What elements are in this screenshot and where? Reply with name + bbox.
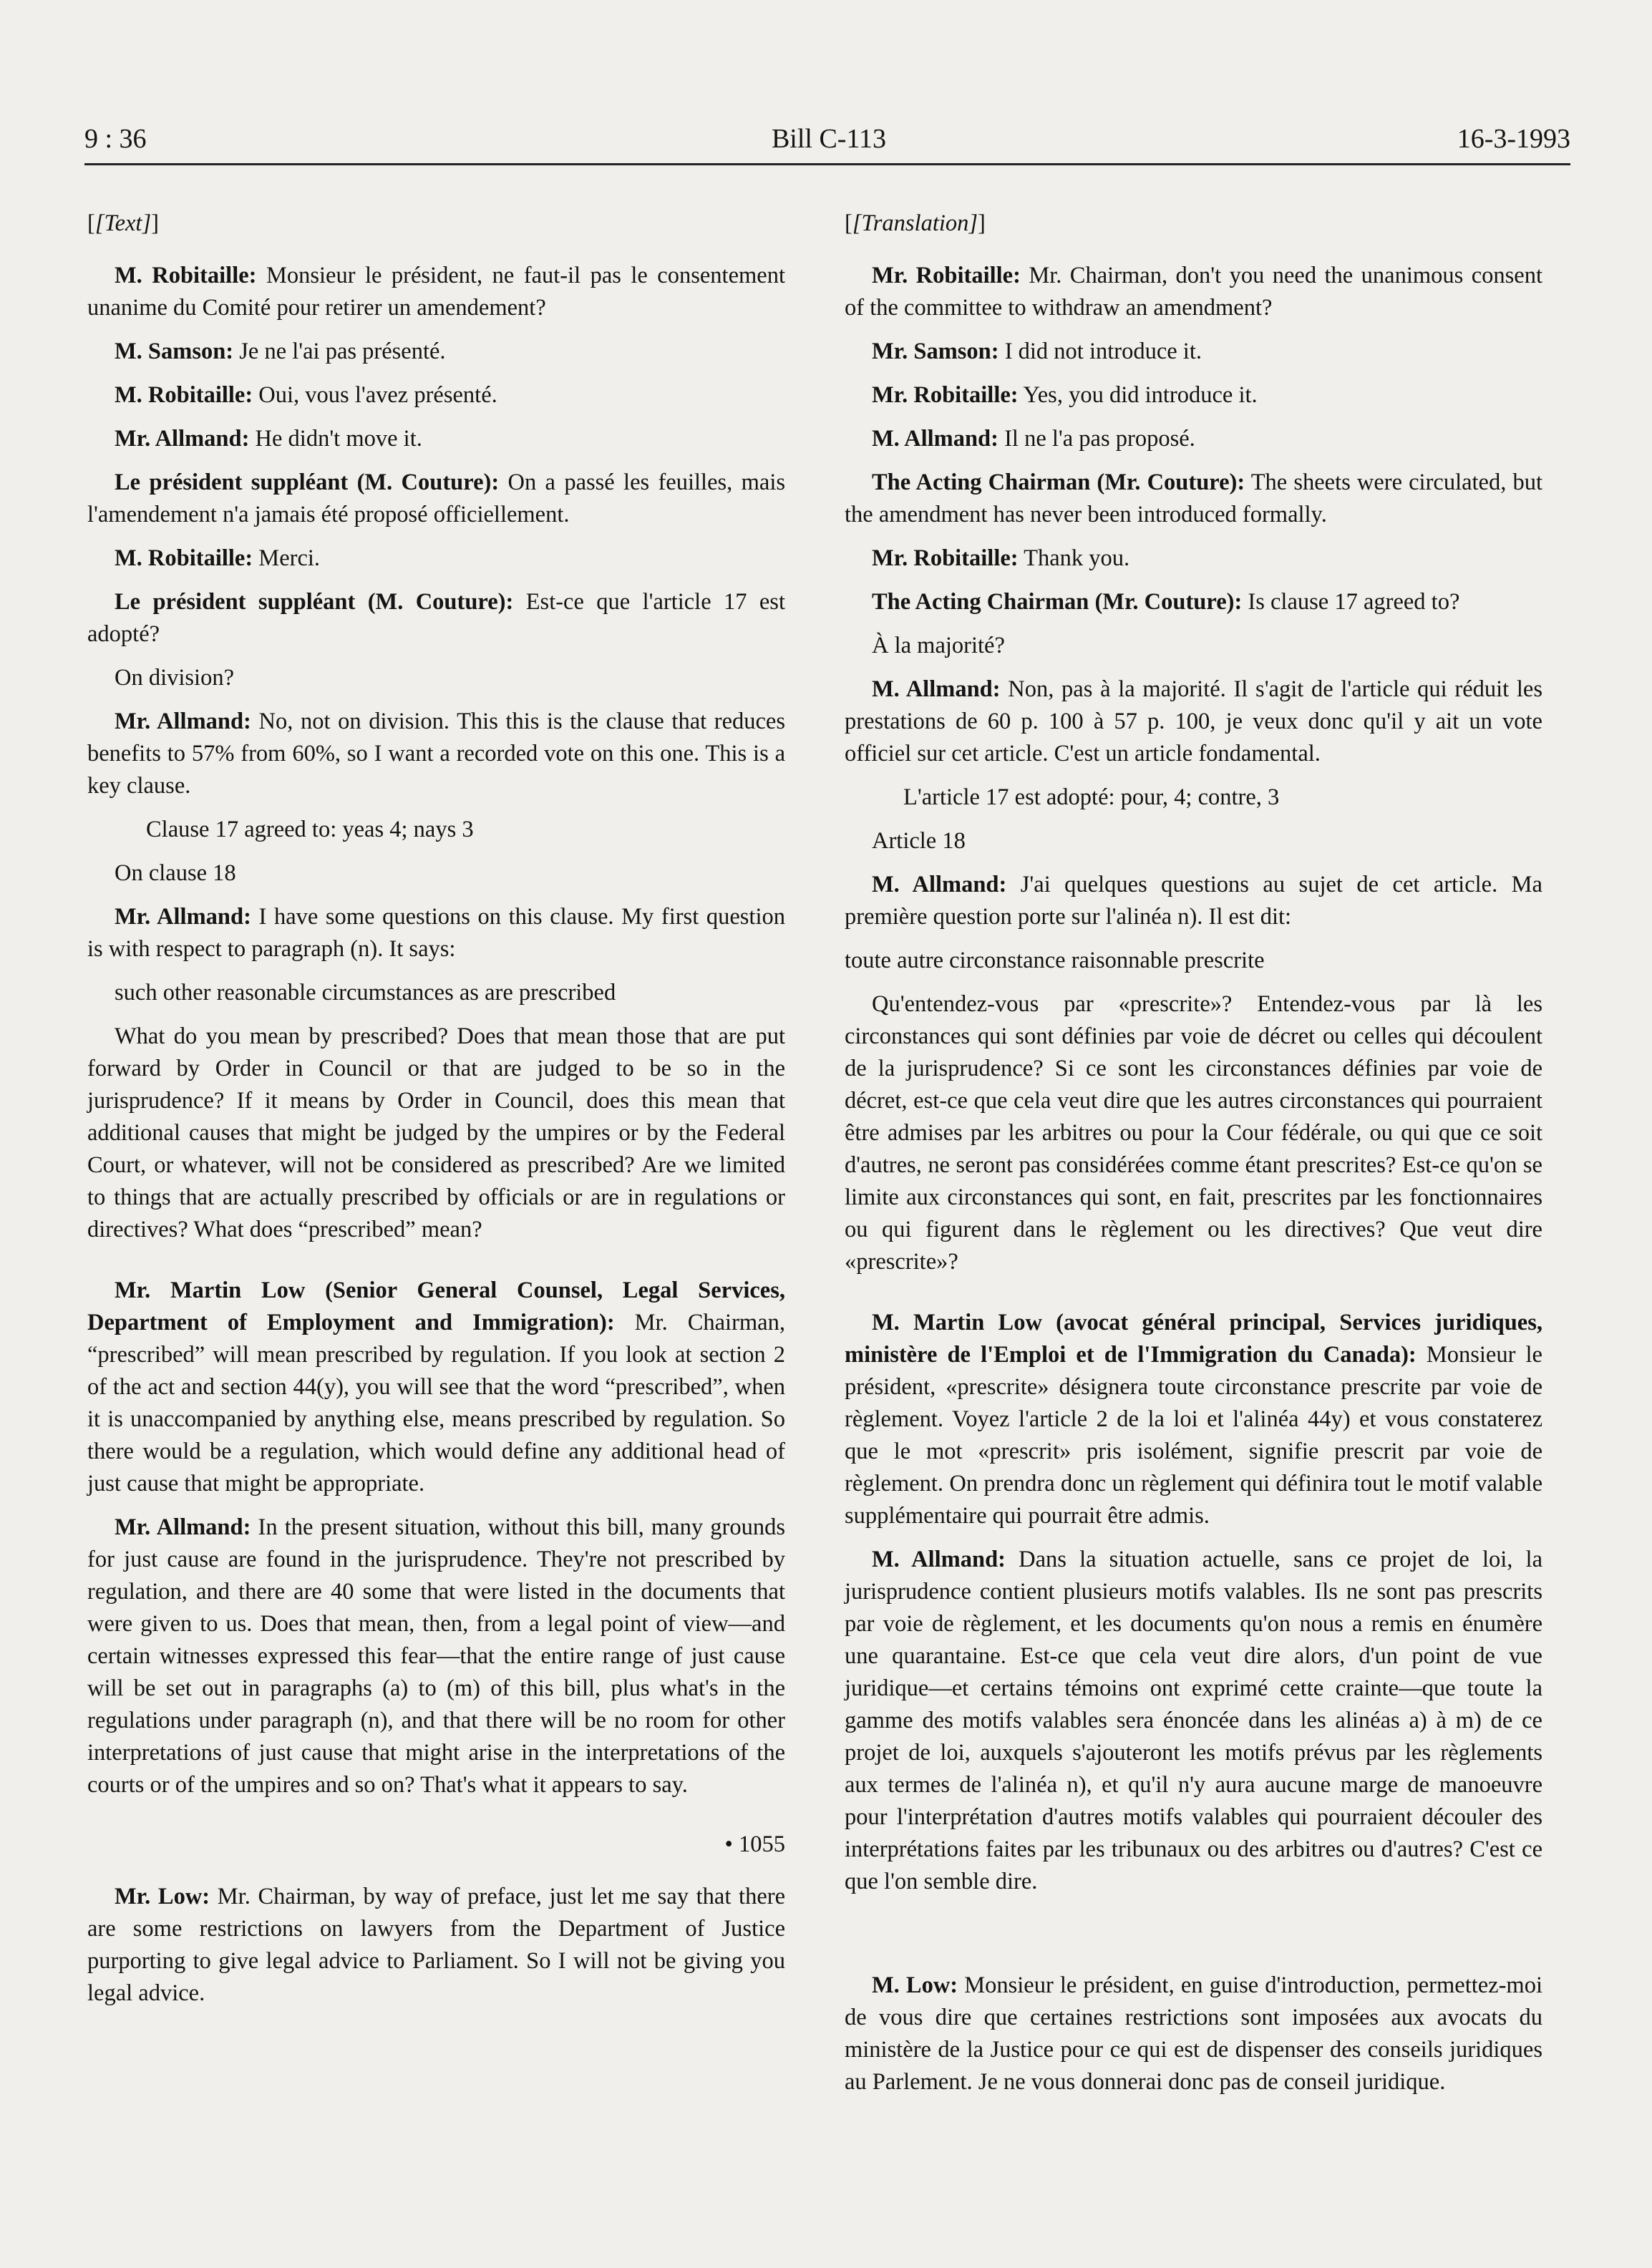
time-marker: • 1055 [724,1831,785,1857]
clause-heading: Article 18 [872,828,966,854]
vote-result: L'article 17 est adopté: pour, 4; contre, 3 [903,784,1280,810]
speech-chairman-1: Le président suppléant (M. Couture): On a passé les feuilles, mais l'amendement n'a jamais été proposé officiellement. [87,469,785,527]
speech-chairman-2: The Acting Chairman (Mr. Couture): Is clause 17 agreed to? [872,589,1460,615]
speech-chairman-2: Le président suppléant (M. Couture): Est-ce que l'article 17 est adopté? [87,589,785,647]
division-question: À la majorité? [872,633,1005,658]
speech-allmand-1: Mr. Allmand: He didn't move it. [115,426,422,452]
speaker: M. Robitaille: [115,382,253,408]
speaker: M. Low: [872,1972,958,1998]
speech-allmand-4: Qu'entendez-vous par «prescrite»? Entendez-vous par là les circonstances qui sont définies par voie de décret ou celles qui découlent de la jurisprudence? Si ce sont les circonstances définies par voie de décret, est-ce que cela veut dire que les autres circonstances qui pourraient être admises par les arbitres ou pour la Cour fédérale, ou qui que ce soit d'autres, ne seront pas considérées comme étant prescrites? Est-ce qu'on se limite aux circonstances qui sont, en fait, prescrites par les fonctionnaires ou qui figurent dans le règlement ou les directives? Que veut dire «prescrite»? [845,991,1542,1275]
speaker: M. Robitaille: [115,263,257,288]
speech-allmand-4: What do you mean by prescribed? Does that mean those that are put forward by Order in Council or that are judged to be so in the jurisprudence? If it means by Order in Council, does this mean that additional causes that might be judged by the umpires or by the Federal Court, or whatever, will not be considered as prescribed? Are we limited to things that are actually prescribed by officials or are in regulations or directives? What does “prescribed” mean? [87,1023,785,1242]
speaker: M. Allmand: [872,872,1007,897]
speaker: Le président suppléant (M. Couture): [115,469,500,495]
page-header [84,120,1570,165]
speaker: Mr. Allmand: [115,709,251,734]
speech-low-2: M. Low: Monsieur le président, en guise d'introduction, permettez-moi de vous dire que certaines restrictions sont imposées aux avocats du ministère de la Justice pour ce qui est de dispenser des conseils juridiques au Parlement. Je ne vous donnerai donc pas de conseil juridique. [845,1972,1542,2095]
quoted-paragraph: toute autre circonstance raisonnable prescrite [845,948,1265,973]
speaker: The Acting Chairman (Mr. Couture): [872,589,1243,615]
speech-robitaille-3: Mr. Robitaille: Thank you. [872,545,1130,571]
page-number: 9 : 36 [84,124,147,154]
session-date: 16-3-1993 [1457,124,1570,154]
speech-robitaille-1: Mr. Robitaille: Mr. Chairman, don't you need the unanimous consent of the committee to withdraw an amendment? [845,263,1542,321]
speaker: Le président suppléant (M. Couture): [115,589,514,615]
speech-samson: Mr. Samson: I did not introduce it. [872,339,1202,364]
speech-allmand-3: Mr. Allmand: I have some questions on this clause. My first question is with respect to paragraph (n). It says: [87,904,785,962]
speech-robitaille-1: M. Robitaille: Monsieur le président, ne faut-il pas le consentement unanime du Comité pour retirer un amendement? [87,263,785,321]
vote-result: Clause 17 agreed to: yeas 4; nays 3 [146,817,474,842]
language-tag: [[Translation]] [845,210,986,236]
speech-allmand-5: Mr. Allmand: In the present situation, without this bill, many grounds for just cause are found in the jurisprudence. They're not prescribed by regulation, and there are 40 some that were listed in the documents that were given to us. Does that mean, then, from a legal point of view—and certain witnesses expressed this fear—that the entire range of just cause will be set out in paragraphs (a) to (m) of this bill, plus what's in the regulations under paragraph (n), and that there will be no room for other interpretations of just cause that might arise in the interpretations of the courts or of the umpires and so on? That's what it appears to say. [87,1514,785,1798]
speaker: Mr. Samson: [872,339,999,364]
speech-robitaille-3: M. Robitaille: Merci. [115,545,321,571]
speech-low-2: Mr. Low: Mr. Chairman, by way of preface, just let me say that there are some restrictions on lawyers from the Department of Justice purporting to give legal advice to Parliament. So I will not be giving you legal advice. [87,1884,785,2006]
division-question: On division? [115,665,235,691]
speaker: Mr. Allmand: [115,1514,251,1540]
speech-chairman-1: The Acting Chairman (Mr. Couture): The sheets were circulated, but the amendment has never been introduced formally. [845,469,1542,527]
bill-title: Bill C-113 [771,124,887,154]
speaker: Mr. Robitaille: [872,263,1021,288]
clause-heading: On clause 18 [115,860,236,886]
speech-allmand-5: M. Allmand: Dans la situation actuelle, sans ce projet de loi, la jurisprudence contient plusieurs motifs valables. Ils ne sont pas prescrits par voie de règlement, et les documents qu'on nous a remis en énumère une quarantaine. Est-ce que cela veut dire alors, d'un point de vue juridique—et certains témoins ont exprimé cette crainte—que toute la gamme des motifs valables sera énoncée dans les alinéas a) à m) de ce projet de loi, auxquels s'ajouteront les motifs prévus par les règlements aux termes de l'alinéa n), et qu'il n'y aura aucune marge de manoeuvre pour l'interprétation d'autres motifs valables qui pourraient découler des interprétations faites par les tribunaux ou des arbitres ou d'autres? C'est ce que l'on semble dire. [845,1547,1542,1894]
speaker: Mr. Allmand: [115,426,250,452]
speech-robitaille-2: M. Robitaille: Oui, vous l'avez présenté. [115,382,497,408]
speech-allmand-1: M. Allmand: Il ne l'a pas proposé. [872,426,1195,452]
speaker: M. Samson: [115,339,234,364]
speaker: M. Allmand: [872,1547,1006,1572]
column-original-text [87,208,785,2021]
speech-allmand-3: M. Allmand: J'ai quelques questions au sujet de cet article. Ma première question porte sur l'alinéa n). Il est dit: [845,872,1542,930]
speaker: M. Allmand: [872,676,1001,702]
speech-samson: M. Samson: Je ne l'ai pas présenté. [115,339,446,364]
speaker: Mr. Allmand: [115,904,251,930]
quoted-paragraph: such other reasonable circumstances as are prescribed [115,980,616,1006]
column-translation [845,208,1542,2110]
speaker: Mr. Low: [115,1884,210,1909]
speaker: Mr. Martin Low (Senior General Counsel, Legal Services, Department of Employment and Immigration): [87,1277,785,1335]
speaker: The Acting Chairman (Mr. Couture): [872,469,1245,495]
speech-allmand-2: Mr. Allmand: No, not on division. This this is the clause that reduces benefits to 57% from 60%, so I want a recorded vote on this one. This is a key clause. [87,709,786,799]
speaker: Mr. Robitaille: [872,382,1019,408]
speech-robitaille-2: Mr. Robitaille: Yes, you did introduce it. [872,382,1258,408]
language-tag: [[Text]] [87,210,159,236]
speaker: M. Martin Low (avocat général principal, Services juridiques, ministère de l'Emploi et de l'Immigration du Canada): [845,1310,1542,1368]
speaker: M. Allmand: [872,426,999,452]
speaker: M. Robitaille: [115,545,253,571]
speech-allmand-2: M. Allmand: Non, pas à la majorité. Il s'agit de l'article qui réduit les prestations de 60 p. 100 à 57 p. 100, je veux donc qu'il y ait un vote officiel sur cet article. C'est un article fondamental. [845,676,1542,766]
speech-low-1: Mr. Martin Low (Senior General Counsel, Legal Services, Department of Employment and Immigration): Mr. Chairman, “prescribed” will mean prescribed by regulation. If you look at section 2 of the act and section 44(y), you will see that the word “prescribed”, when it is unaccompanied by anything else, means prescribed by regulation. So there would be a regulation, which would define any additional head of just cause that might be appropriate. [87,1277,785,1496]
speaker: Mr. Robitaille: [872,545,1019,571]
speech-low-1: M. Martin Low (avocat général principal, Services juridiques, ministère de l'Emploi et de l'Immigration du Canada): Monsieur le président, «prescrite» désignera toute circonstance prescrite par voie de règlement. Voyez l'article 2 de la loi et l'alinéa 44y) et vous constaterez que le mot «prescrit» pris isolément, signifie prescrit par voie de règlement. On prendra donc un règlement qui définira tout le motif valable supplémentaire qui pourrait être admis. [845,1310,1542,1529]
